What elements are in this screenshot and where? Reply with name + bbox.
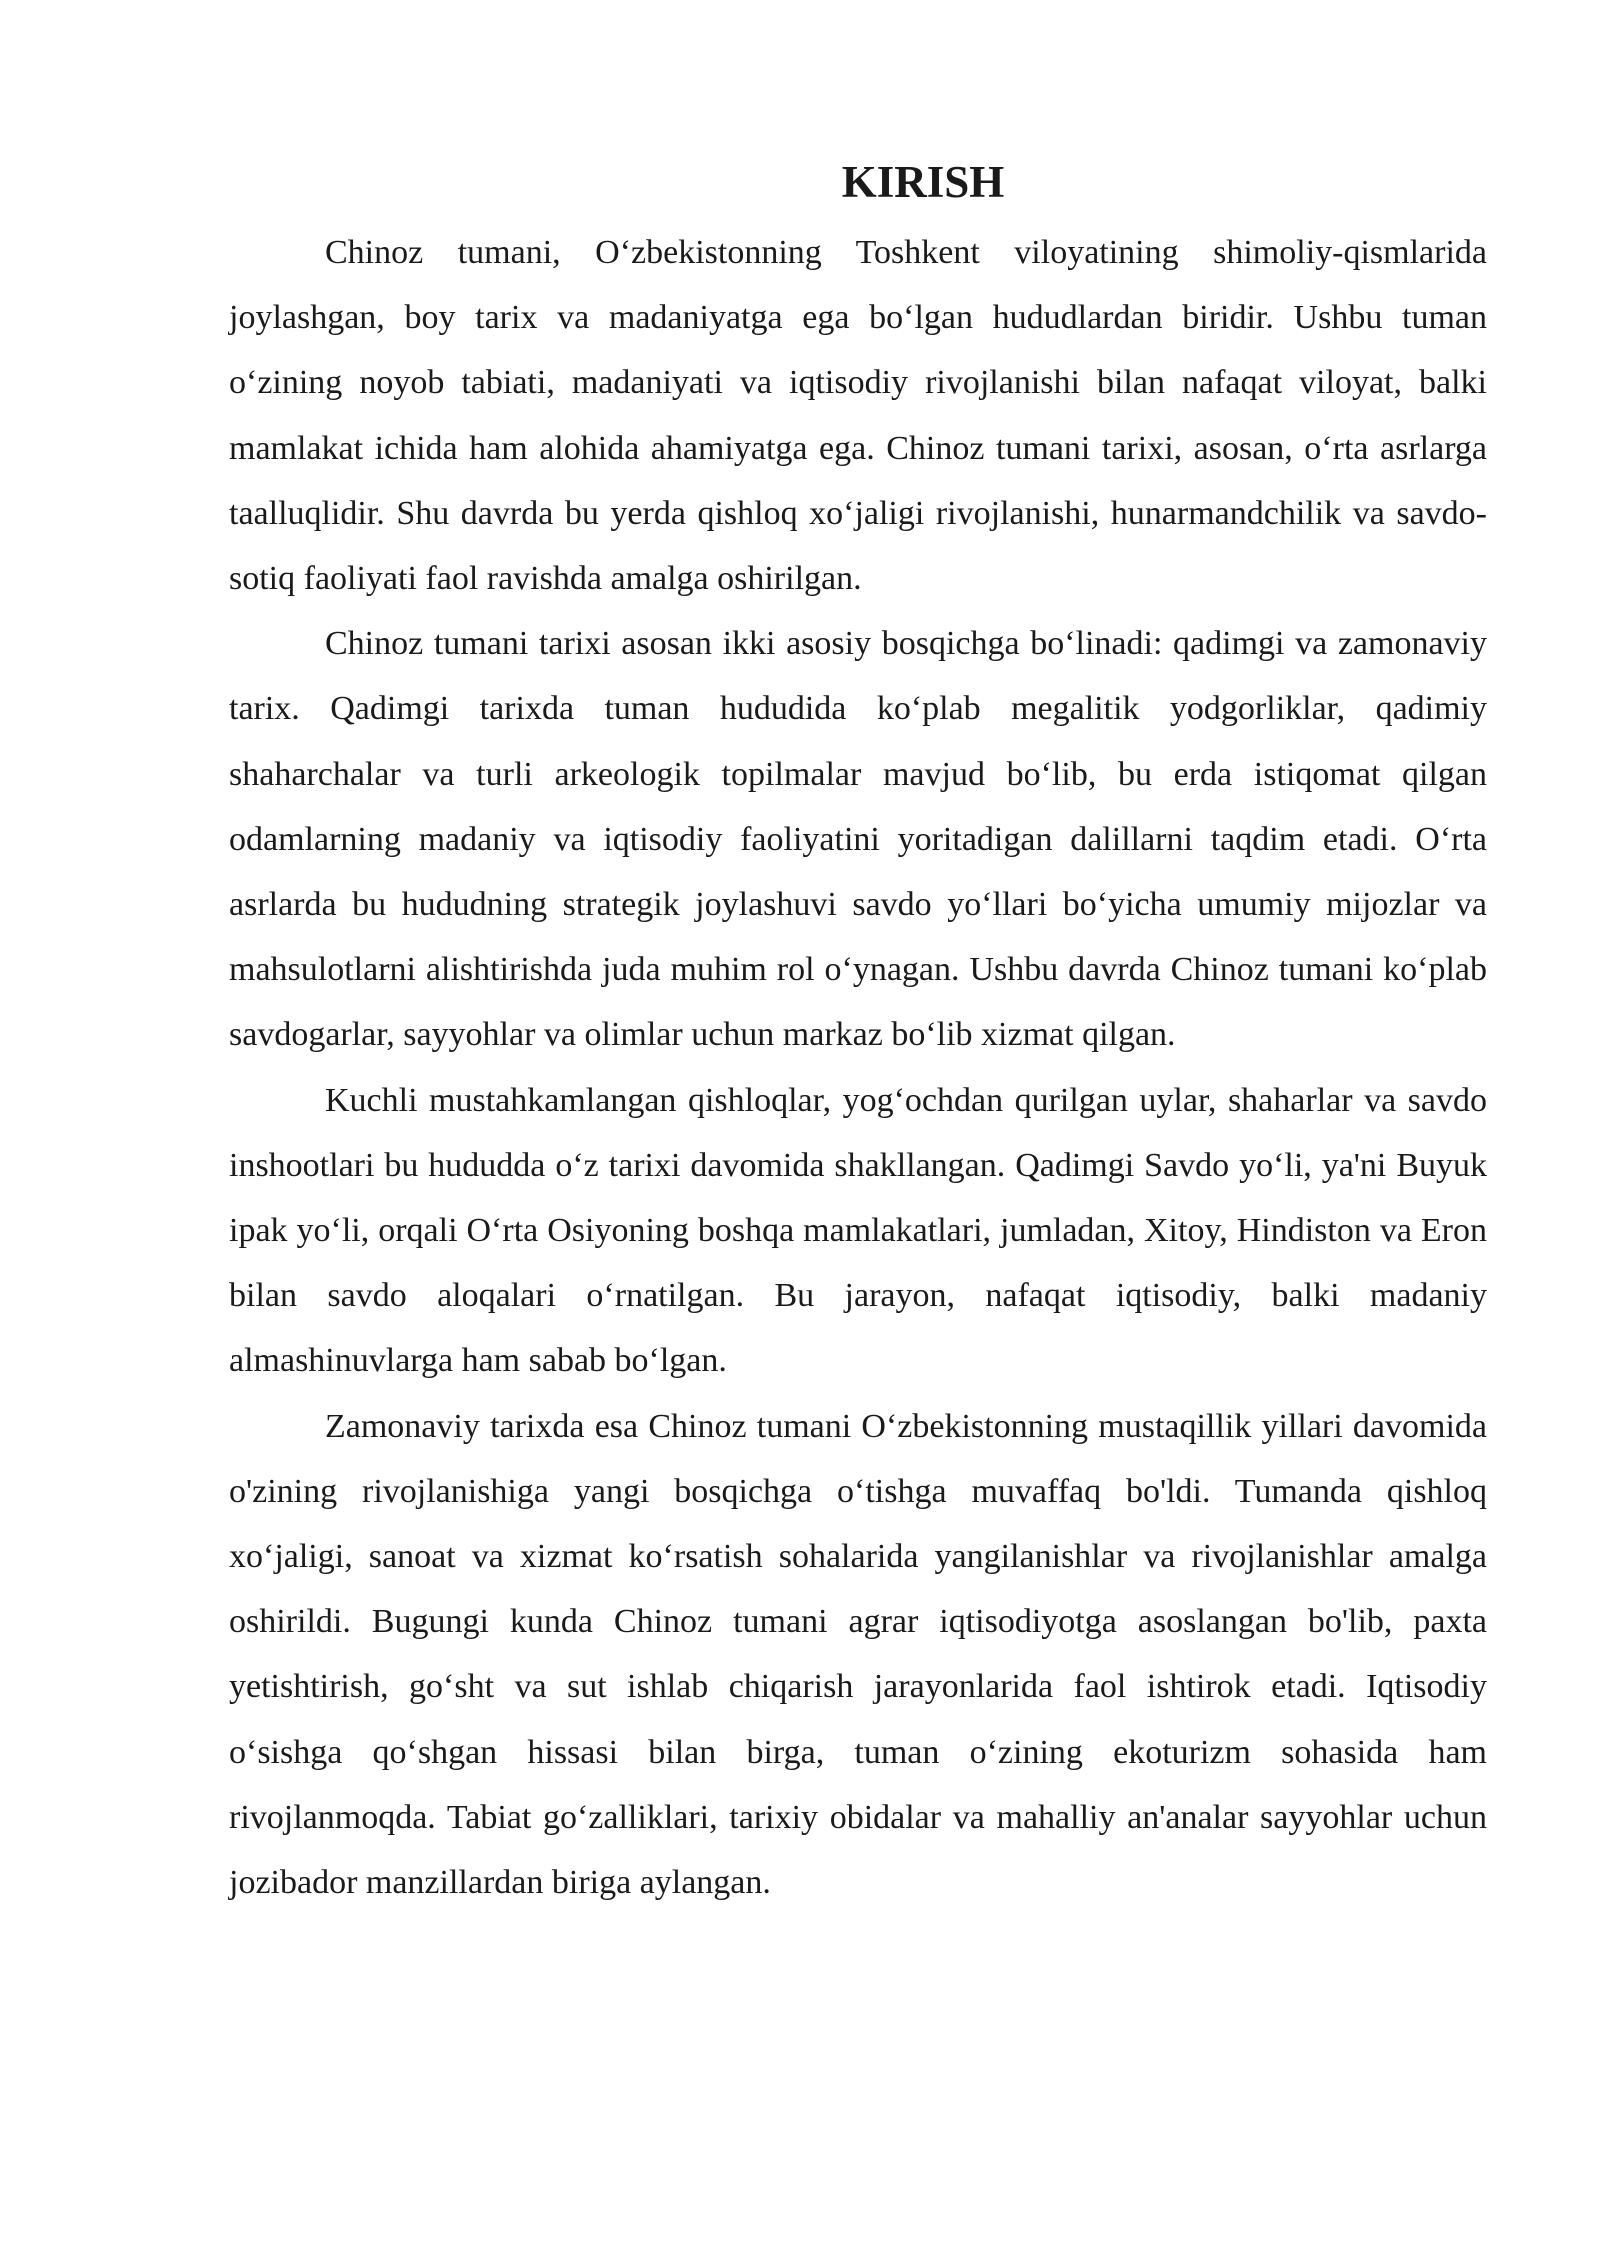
document-body [229, 150, 1487, 1915]
document-title: KIRISH [841, 157, 1005, 207]
paragraph-2: Chinoz tumani tarixi asosan ikki asosiy bosqichga bo‘linadi: qadimgi va zamonaviy tarix. Qadimgi tarixda tuman hududida ko‘plab megalitik yodgorliklar, qadimiy shaharchalar va turli arkeologik topilmalar mavjud bo‘lib, bu erda istiqomat qilgan odamlarning madaniy va iqtisodiy faoliyatini yoritadigan dalillarni taqdim etadi. O‘rta asrlarda bu hududning strategik joylashuvi savdo yo‘llari bo‘yicha umumiy mijozlar va mahsulotlarni alishtirishda juda muhim rol o‘ynagan. Ushbu davrda Chinoz tumani ko‘plab savdogarlar, sayyohlar va olimlar uchun markaz bo‘lib xizmat qilgan. [229, 625, 1487, 1054]
paragraph-3: Kuchli mustahkamlangan qishloqlar, yog‘ochdan qurilgan uylar, shaharlar va savdo inshootlari bu hududda o‘z tarixi davomida shakllangan. Qadimgi Savdo yo‘li, ya'ni Buyuk ipak yo‘li, orqali O‘rta Osiyoning boshqa mamlakatlari, jumladan, Xitoy, Hindiston va Eron bilan savdo aloqalari o‘rnatilgan. Bu jarayon, nafaqat iqtisodiy, balki madaniy almashinuvlarga ham sabab bo‘lgan. [229, 1081, 1487, 1380]
paragraph-4: Zamonaviy tarixda esa Chinoz tumani O‘zbekistonning mustaqillik yillari davomida o'zining rivojlanishiga yangi bosqichga o‘tishga muvaffaq bo'ldi. Tumanda qishloq xo‘jaligi, sanoat va xizmat ko‘rsatish sohalarida yangilanishlar va rivojlanishlar amalga oshirildi. Bugungi kunda Chinoz tumani agrar iqtisodiyotga asoslangan bo'lib, paxta yetishtirish, go‘sht va sut ishlab chiqarish jarayonlarida faol ishtirok etadi. Iqtisodiy o‘sishga qo‘shgan hissasi bilan birga, tuman o‘zining ekoturizm sohasida ham rivojlanmoqda. Tabiat go‘zalliklari, tarixiy obidalar va mahalliy an'analar sayyohlar uchun jozibador manzillardan biriga aylangan. [229, 1407, 1487, 1902]
paragraph-1: Chinoz tumani, O‘zbekistonning Toshkent viloyatining shimoliy-qismlarida joylashgan, boy tarix va madaniyatga ega bo‘lgan hududlardan biridir. Ushbu tuman o‘zining noyob tabiati, madaniyati va iqtisodiy rivojlanishi bilan nafaqat viloyat, balki mamlakat ichida ham alohida ahamiyatga ega. Chinoz tumani tarixi, asosan, o‘rta asrlarga taalluqlidir. Shu davrda bu yerda qishloq xo‘jaligi rivojlanishi, hunarmandchilik va savdo-sotiq faoliyati faol ravishda amalga oshirilgan. [229, 234, 1487, 598]
